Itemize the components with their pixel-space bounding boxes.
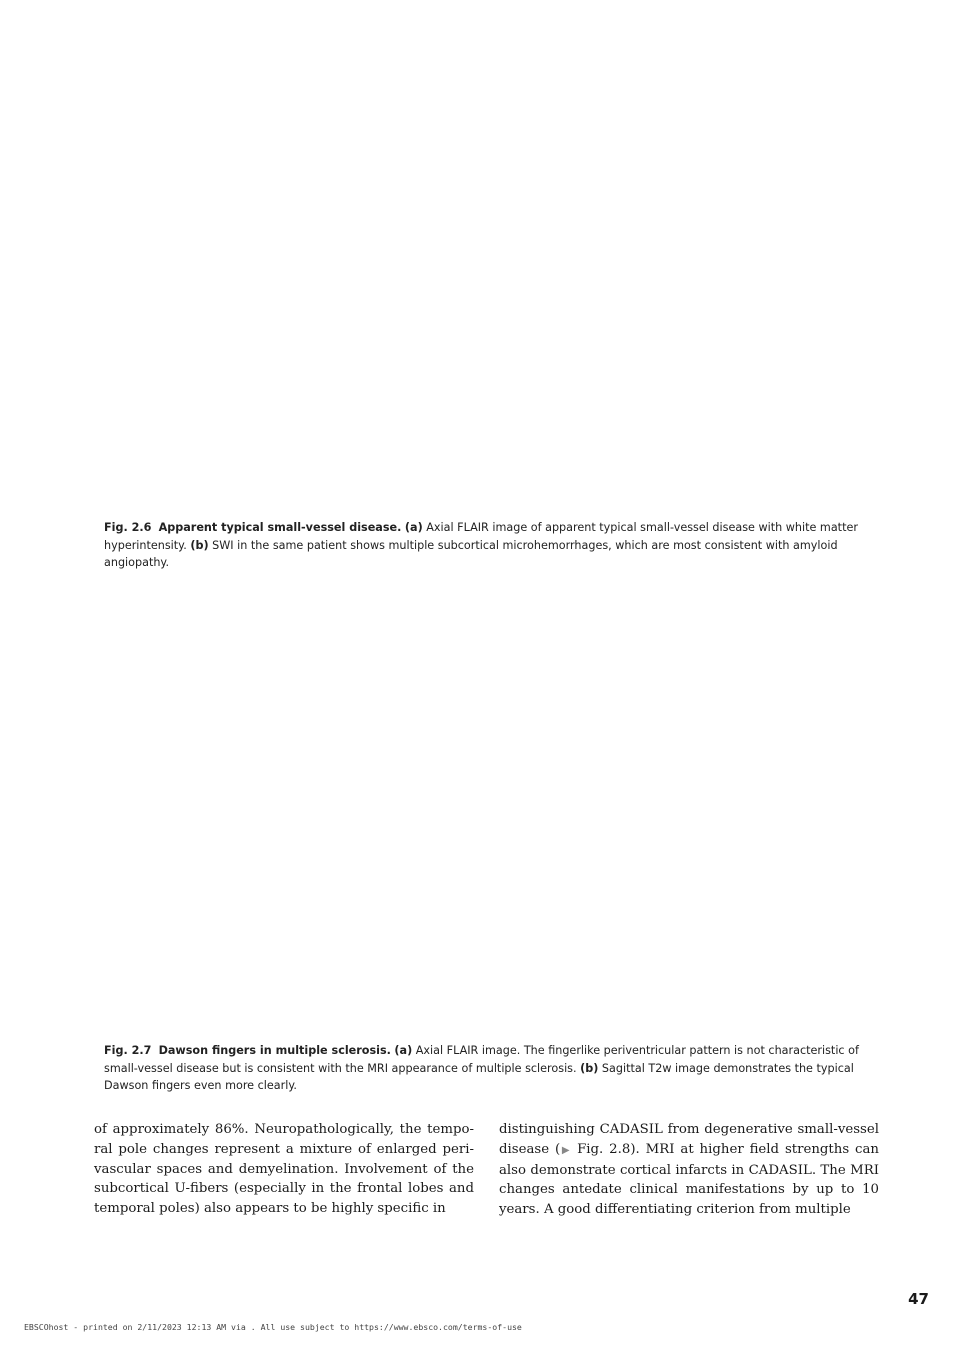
- figure-2-6-caption: [104, 519, 876, 572]
- reference-arrow-icon: ▶: [560, 1144, 572, 1156]
- part-b-text: SWI in the same patient shows multiple subcortical microhemorrhages, which are most consistent with amyloid angiopathy.: [104, 538, 838, 569]
- figure-2-7-image-area: [104, 590, 874, 1040]
- part-a-text: Axial FLAIR image. The fingerlike periventricular pattern is not characteristic of small-vessel disease but is consistent with the MRI appearance of multiple sclerosis.: [104, 1044, 859, 1075]
- figure-2-7-caption: [104, 1042, 876, 1095]
- part-b-tag: (b): [580, 1061, 599, 1075]
- part-a-text: Axial FLAIR image of apparent typical small-vessel disease with white matter hyperintensity.: [104, 521, 858, 552]
- figure-title: Apparent typical small-vessel disease.: [158, 521, 402, 534]
- part-b-tag: (b): [190, 538, 209, 552]
- right-column-text-end: ). MRI at higher field strengths can also demonstrate cortical infarcts in CADASIL. The MRI changes antedate clinical manifestations by up to 10 years. A good differentiating criterion from multiple: [499, 1141, 879, 1218]
- figure-title: Dawson fingers in multiple sclerosis.: [158, 1044, 391, 1057]
- right-column-text-start: distinguishing CADASIL from degenerative small-vessel disease (: [499, 1122, 879, 1157]
- part-a-tag: (a): [404, 521, 423, 534]
- figure-reference-link[interactable]: Fig. 2.8: [577, 1141, 631, 1157]
- figure-label: Fig. 2.6: [104, 521, 152, 534]
- body-text-left-column: of approximately 86%. Neuropathologically, the temporal pole changes represent a mixture of enlarged perivascular spaces and demyelination. Involvement of the subcortical U-fibers (especially in the frontal lobes and temporal poles) also appears to be highly specific in: [94, 1122, 474, 1217]
- part-a-tag: (a): [394, 1044, 413, 1057]
- page-number: 47: [908, 1290, 929, 1308]
- figure-label: Fig. 2.7: [104, 1044, 152, 1057]
- part-b-text: Sagittal T2w image demonstrates the typical Dawson fingers even more clearly.: [104, 1061, 854, 1092]
- body-text-right-column: [499, 1120, 879, 1220]
- print-footer: EBSCOhost - printed on 2/11/2023 12:13 AM via . All use subject to https://www.ebsco.com/terms-of-use: [24, 1322, 522, 1332]
- figure-2-6-image-area: [104, 30, 874, 510]
